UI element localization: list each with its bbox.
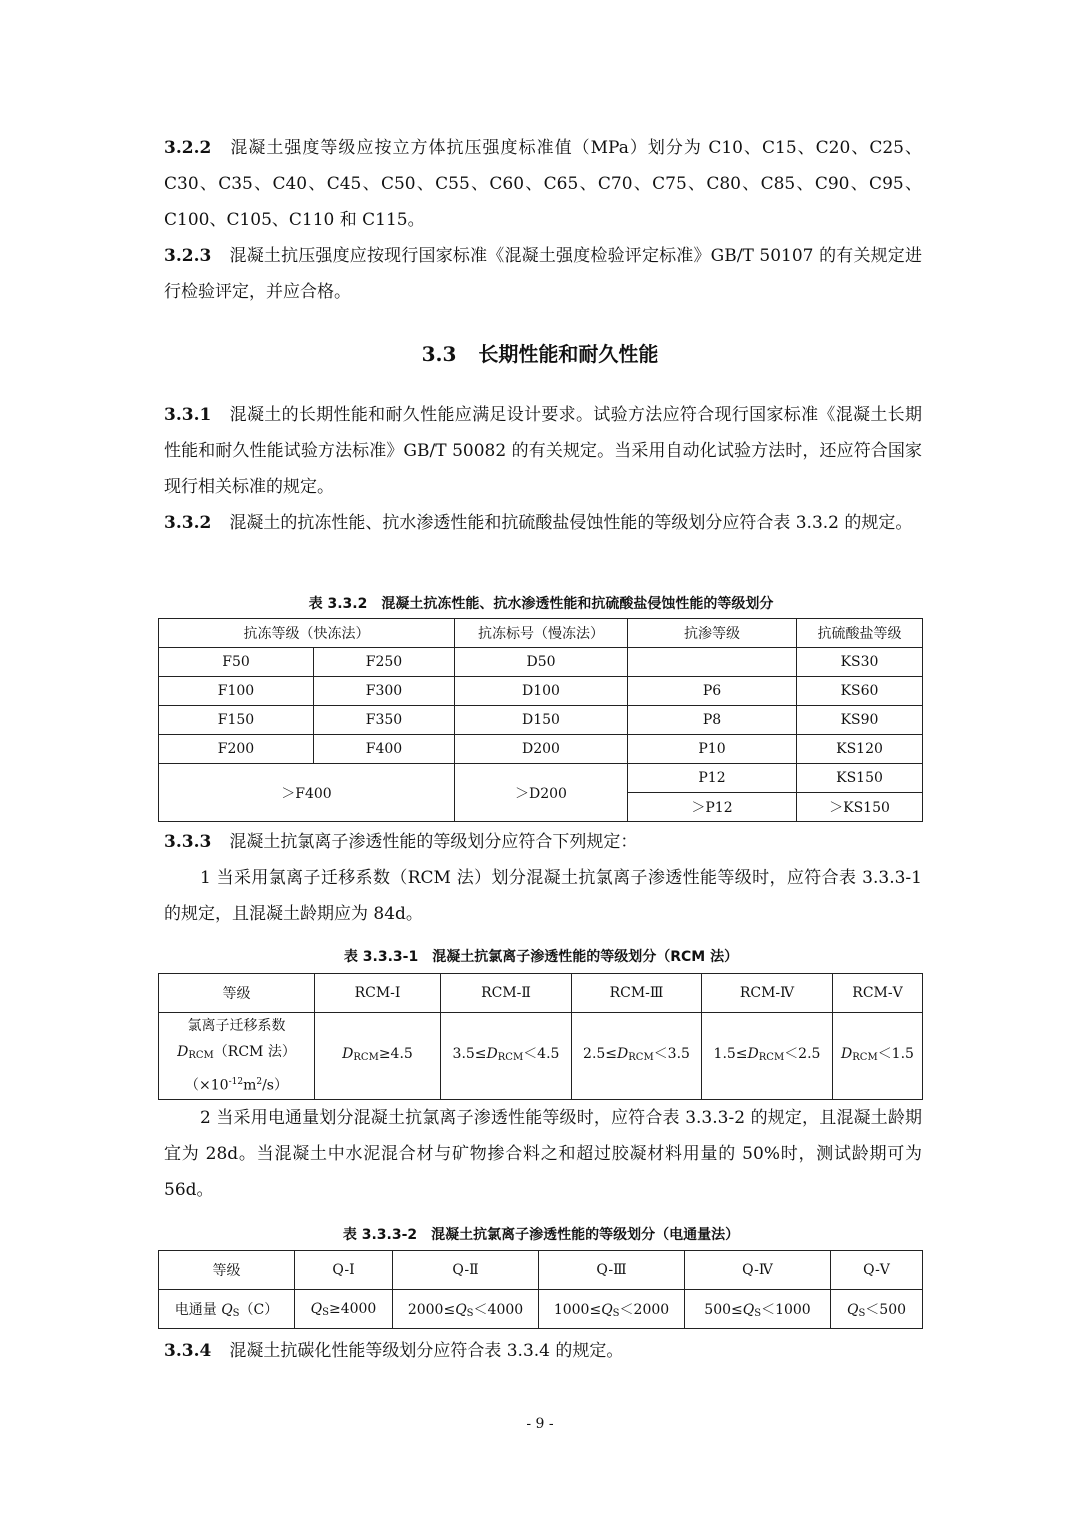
symbol: Q <box>310 1300 323 1317</box>
table-row <box>159 1290 923 1329</box>
unit-text: m <box>243 1077 257 1094</box>
table-cell: P12 <box>628 764 797 793</box>
symbol: Q <box>221 1302 233 1318</box>
clause-3-3-2 <box>164 505 922 541</box>
table-row <box>159 764 923 793</box>
table-cell <box>393 1290 539 1329</box>
symbol-subscript: S <box>232 1308 240 1319</box>
header-cell: RCM-Ⅴ <box>833 974 923 1013</box>
range-suffix: ＜3.5 <box>653 1045 690 1062</box>
table-cell: F400 <box>314 735 455 764</box>
row-label-unit: （C） <box>239 1302 279 1318</box>
symbol-subscript: RCM <box>497 1051 524 1063</box>
clause-text: 混凝土抗压强度应按现行国家标准《混凝土强度检验评定标准》GB/T 50107 的有关规定进行检验评定，并应合格。 <box>164 246 922 302</box>
symbol: D <box>342 1045 354 1062</box>
symbol: D <box>747 1045 759 1062</box>
clause-number: 3.3.4 <box>164 1341 212 1361</box>
table-cell <box>833 1013 923 1100</box>
range-prefix: 2.5≤ <box>583 1045 618 1062</box>
symbol-subscript: RCM <box>852 1051 878 1063</box>
table-row <box>159 1013 923 1100</box>
symbol-subscript: S <box>754 1308 762 1319</box>
table-cell <box>315 1013 441 1100</box>
symbol: Q <box>455 1302 467 1318</box>
table-caption: 表 3.3.3-1 混凝土抗氯离子渗透性能的等级划分（RCM 法） <box>343 949 739 965</box>
symbol: D <box>617 1045 629 1062</box>
symbol: Q <box>846 1302 859 1318</box>
symbol: D <box>177 1044 189 1060</box>
range-prefix: 3.5≤ <box>452 1045 487 1062</box>
unit-exponent: -12 <box>228 1077 244 1087</box>
range-suffix: ＜4000 <box>473 1302 524 1318</box>
header-cell: 抗冻标号（慢冻法） <box>455 619 628 648</box>
clause-3-2-3 <box>164 238 922 310</box>
clause-number: 3.3.3 <box>164 832 212 852</box>
unit-text: （×10 <box>185 1077 229 1094</box>
table-cell: KS30 <box>797 648 923 677</box>
symbol: Q <box>601 1302 613 1318</box>
table-cell: ＞KS150 <box>797 793 923 822</box>
clause-item-2: 2 当采用电通量划分混凝土抗氯离子渗透性能等级时，应符合表 3.3.3-2 的规定，且混凝土龄期宜为 28d。当混凝土中水泥混合材与矿物掺合料之和超过胶凝材料用量的 50%时，测试龄期可为 56d。 <box>164 1108 922 1200</box>
header-cell: Q-Ⅴ <box>831 1251 923 1290</box>
row-label-cell <box>159 1290 295 1329</box>
range-suffix: ＜1000 <box>761 1302 811 1318</box>
table-cell: ＞F400 <box>159 764 455 822</box>
clause-item-1: 1 当采用氯离子迁移系数（RCM 法）划分混凝土抗氯离子渗透性能等级时，应符合表 3.3.3-1 的规定，且混凝土龄期应为 84d。 <box>164 868 922 924</box>
table-3-3-3-1 <box>158 973 923 1100</box>
header-cell: Q-Ⅳ <box>685 1251 831 1290</box>
clause-text: 混凝土抗碳化性能等级划分应符合表 3.3.4 的规定。 <box>229 1341 624 1361</box>
header-cell: RCM-Ⅰ <box>315 974 441 1013</box>
table-row <box>159 706 923 735</box>
table-caption: 表 3.3.2 混凝土抗冻性能、抗水渗透性能和抗硫酸盐侵蚀性能的等级划分 <box>308 596 774 612</box>
section-heading <box>0 338 1080 370</box>
table-row <box>159 735 923 764</box>
row-label-text: 电通量 <box>174 1302 222 1318</box>
header-cell: Q-Ⅱ <box>393 1251 539 1290</box>
table-cell <box>831 1290 923 1329</box>
table-header-row <box>159 974 923 1013</box>
table-3-3-2 <box>158 618 923 822</box>
table-cell <box>295 1290 393 1329</box>
header-cell: 抗冻等级（快冻法） <box>159 619 455 648</box>
unit-exponent: 2 <box>256 1077 263 1087</box>
header-cell: 抗硫酸盐等级 <box>797 619 923 648</box>
range-prefix: 1.5≤ <box>713 1045 748 1062</box>
page-number: - 9 - <box>526 1416 554 1432</box>
table-header-row <box>159 1251 923 1290</box>
range-suffix: ＜500 <box>865 1302 907 1318</box>
table-cell <box>685 1290 831 1329</box>
table-cell: D150 <box>455 706 628 735</box>
table-cell <box>539 1290 685 1329</box>
clause-3-3-1 <box>164 397 922 505</box>
unit-text: /s） <box>262 1077 288 1094</box>
table-cell: KS60 <box>797 677 923 706</box>
clause-number: 3.3.2 <box>164 513 212 533</box>
range-prefix: 1000≤ <box>553 1302 602 1318</box>
clause-number: 3.2.2 <box>164 138 212 158</box>
symbol-subscript: S <box>466 1308 474 1319</box>
clause-3-3-3 <box>164 824 922 860</box>
clause-3-3-4 <box>164 1333 922 1369</box>
table-cell: D50 <box>455 648 628 677</box>
table-cell: P8 <box>628 706 797 735</box>
symbol: D <box>841 1045 853 1062</box>
symbol-subscript: S <box>858 1308 866 1319</box>
clause-number: 3.2.3 <box>164 246 212 266</box>
clause-text: 混凝土的长期性能和耐久性能应满足设计要求。试验方法应符合现行国家标准《混凝土长期性能和耐久性能试验方法标准》GB/T 50082 的有关规定。当采用自动化试验方法时，还应符合国家现行相关标准的规定。 <box>164 405 922 497</box>
header-cell: 等级 <box>159 974 315 1013</box>
row-label-line: 氯离子迁移系数 <box>187 1018 286 1034</box>
table-caption: 表 3.3.3-2 混凝土抗氯离子渗透性能的等级划分（电通量法） <box>342 1227 740 1243</box>
table-cell: P10 <box>628 735 797 764</box>
section-number: 3.3 <box>421 342 457 366</box>
table-cell: P6 <box>628 677 797 706</box>
clause-text: 混凝土强度等级应按立方体抗压强度标准值（MPa）划分为 C10、C15、C20、C25、C30、C35、C40、C45、C50、C55、C60、C65、C70、C75、C80、C85、C90、C95、C100、C105、C110 和 C115。 <box>164 138 922 230</box>
table-cell: F200 <box>159 735 314 764</box>
range-prefix: 500≤ <box>704 1302 743 1318</box>
clause-text: 混凝土抗氯离子渗透性能的等级划分应符合下列规定： <box>229 832 638 852</box>
symbol-subscript: S <box>322 1306 329 1318</box>
header-cell: 抗渗等级 <box>628 619 797 648</box>
table-cell <box>441 1013 572 1100</box>
table-cell: F50 <box>159 648 314 677</box>
symbol-subscript: S <box>612 1308 620 1319</box>
table-cell: ＞P12 <box>628 793 797 822</box>
range-prefix: 2000≤ <box>407 1302 456 1318</box>
symbol-subscript: RCM <box>758 1051 785 1063</box>
symbol-subscript: RCM <box>628 1051 654 1063</box>
range-suffix: ＜4.5 <box>523 1045 560 1062</box>
table-cell: F350 <box>314 706 455 735</box>
range-suffix: ≥4.5 <box>378 1045 413 1062</box>
table-cell: F250 <box>314 648 455 677</box>
symbol: D <box>486 1045 498 1062</box>
header-cell: RCM-Ⅳ <box>702 974 833 1013</box>
table-cell: ＞D200 <box>455 764 628 822</box>
header-cell: RCM-Ⅲ <box>572 974 702 1013</box>
clause-text: 混凝土的抗冻性能、抗水渗透性能和抗硫酸盐侵蚀性能的等级划分应符合表 3.3.2 的规定。 <box>229 513 913 533</box>
table-row <box>159 677 923 706</box>
row-label-line: （RCM 法） <box>213 1044 296 1060</box>
symbol-subscript: RCM <box>353 1051 379 1063</box>
table-cell: F100 <box>159 677 314 706</box>
table-row <box>159 648 923 677</box>
clause-3-2-2 <box>164 130 922 238</box>
clause-number: 3.3.1 <box>164 405 212 425</box>
table-3-3-3-2 <box>158 1250 923 1329</box>
row-label-cell <box>159 1013 315 1100</box>
header-cell: Q-Ⅲ <box>539 1251 685 1290</box>
table-cell: D200 <box>455 735 628 764</box>
table-cell: F150 <box>159 706 314 735</box>
table-header-row <box>159 619 923 648</box>
table-cell: D100 <box>455 677 628 706</box>
header-cell: 等级 <box>159 1251 295 1290</box>
table-cell: KS120 <box>797 735 923 764</box>
symbol: Q <box>742 1302 755 1318</box>
header-cell: RCM-Ⅱ <box>441 974 572 1013</box>
symbol-subscript: RCM <box>188 1050 214 1061</box>
table-cell: KS90 <box>797 706 923 735</box>
range-suffix: ＜2000 <box>619 1302 670 1318</box>
table-cell <box>702 1013 833 1100</box>
range-suffix: ＜1.5 <box>877 1045 914 1062</box>
range-suffix: ≥4000 <box>328 1300 377 1317</box>
table-cell: KS150 <box>797 764 923 793</box>
table-cell <box>572 1013 702 1100</box>
table-cell <box>628 648 797 677</box>
section-title: 长期性能和耐久性能 <box>478 342 659 366</box>
header-cell: Q-Ⅰ <box>295 1251 393 1290</box>
range-suffix: ＜2.5 <box>784 1045 821 1062</box>
table-cell: F300 <box>314 677 455 706</box>
